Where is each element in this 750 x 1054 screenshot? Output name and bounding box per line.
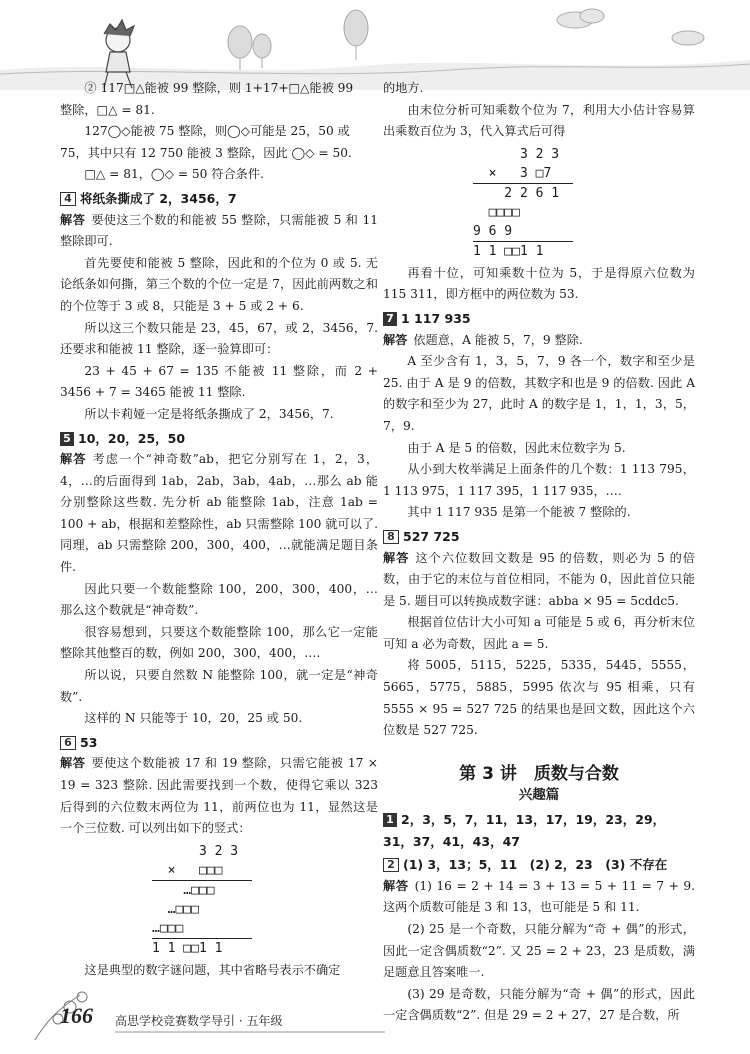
answer-text: 10，20，25，50 [78, 430, 186, 446]
text-line: 整除，□△ = 81. [60, 102, 155, 117]
answer-heading-s1 [383, 809, 695, 852]
text-line: ② 117□△能被 99 整除，则 1+17+□△能被 99 [84, 81, 354, 95]
answer-text: 将纸条撕成了 2，3456，7 [80, 190, 237, 206]
calc-row: 1 1 □□1 1 [152, 940, 223, 956]
paragraph: 根据首位估计大小可知 a 可能是 5 或 6，再分析末位可知 a 必为奇数，因此 a = 5. [383, 615, 695, 651]
solution-label: 解答 [383, 550, 410, 565]
lecture-title: 第 3 讲 质数与合数 [459, 763, 619, 784]
question-number: 6 [60, 736, 76, 750]
calc-row: × 3 □7 [473, 165, 552, 181]
paragraph: 依题意，A 能被 5，7，9 整除. [413, 332, 583, 347]
answer-text: 2，3，5，7，11，13，17，19，23，29，31，37，41，43，47 [383, 812, 666, 849]
calc-row: 3 2 3 [473, 146, 560, 162]
vertical-multiplication [473, 145, 695, 261]
paragraph: 这个六位数回文数是 95 的倍数，则必为 5 的倍数，由于它的末位与首位相同，不能为 0，因此首位只能是 5. 题目可以转换成数字谜：abba × 95 = 5cddc5. [383, 550, 695, 608]
paragraph: (3) 29 是奇数，只能分解为“奇 + 偶”的形式，因此一定含偶质数“2”. 但是 29 = 2 + 27，27 是合数，所 [383, 986, 695, 1023]
paragraph: 23 + 45 + 67 = 135 不能被 11 整除，而 2 + 3456 + 7 = 3465 能被 11 整除. [60, 363, 378, 400]
calc-row: …□□□ [152, 901, 199, 917]
paragraph: 由于 A 是 5 的倍数，因此末位数字为 5. [407, 440, 626, 455]
answer-heading-8 [383, 526, 695, 548]
paragraph: 所以说，只要自然数 N 能整除 100，就一定是“神奇数”. [60, 668, 378, 704]
page-number: 166 [60, 1003, 93, 1028]
solution-label: 解答 [383, 332, 408, 347]
solution-label: 解答 [60, 452, 87, 467]
paragraph: 所以这三个数只能是 23，45，67，或 2，3456，7. 还要求和能被 11 整除，逐一验算即可： [60, 320, 378, 357]
solution-label: 解答 [60, 756, 86, 771]
calc-row: 9 6 9 [473, 223, 513, 239]
paragraph: 考虑一个“神奇数”ab，把它分别写在 1，2，3，4，…的后面得到 1ab，2ab，3ab，4ab，…那么 ab 能分别整除这些数. 先分析 ab 能整除 1ab，注意 1ab = 100 + ab，根据和差整除性，ab 只需整除 100 就可以了. 同理，ab 只需整除 200，300，400，…就能满足题目条件. [60, 452, 379, 575]
calc-row: 1 1 □□1 1 [473, 243, 544, 259]
solution-label: 解答 [383, 878, 409, 893]
text-line: 75，其中只有 12 750 能被 3 整除，因此 ◯◇ = 50. [60, 145, 352, 160]
book-title: 高思学校竞赛数学导引 · 五年级 [115, 1014, 283, 1028]
right-column [383, 78, 695, 1027]
answer-heading-s2 [383, 854, 695, 876]
answer-heading-7 [383, 308, 695, 330]
paragraph: 所以卡莉娅一定是将纸条撕成了 2，3456，7. [84, 406, 334, 421]
paragraph: 其中 1 117 935 是第一个能被 7 整除的. [407, 505, 631, 520]
paragraph: 这是典型的数字谜问题，其中省略号表示不确定 [84, 962, 341, 977]
answer-heading-4 [60, 188, 378, 210]
calc-row: …□□□ [152, 920, 184, 936]
text-line: 的地方. [383, 81, 424, 95]
answer-text: 527 725 [403, 528, 460, 544]
calc-row: 2 2 6 1 [473, 185, 560, 201]
paragraph: 因此只要一个数能整除 100，200，300，400，… 那么这个数就是“神奇数”. [60, 581, 378, 618]
solution-label: 解答 [60, 212, 86, 227]
calc-row: × □□□ [152, 862, 223, 878]
paragraph: 再看十位，可知乘数十位为 5，于是得原六位数为 115 311，即方框中的两位数为 53. [383, 265, 695, 302]
calc-row: …□□□ [152, 882, 215, 898]
paragraph: 首先要使和能被 5 整除，因此和的个位为 0 或 5. 无论纸条如何撕，第三个数的个位一定是 7，因此前两数之和的个位等于 3 或 8，只能是 3 + 5 或 2 + 6. [60, 255, 378, 313]
paragraph: 这样的 N 只能等于 10，20，25 或 50. [84, 711, 303, 726]
paragraph: 由末位分析可知乘数个位为 7，利用大小估计容易算出乘数百位为 3，代入算式后可得 [383, 102, 695, 139]
answer-text: 53 [80, 734, 98, 750]
left-column [60, 78, 378, 981]
answer-heading-6 [60, 732, 378, 754]
paragraph: 要使这个数能被 17 和 19 整除，只需它能被 17 × 19 = 323 整除. 因此需要找到一个数，使得它乘以 323 后得到的六位数末两位为 11，前两位也为 11，显然这是一个三位数. 可以列出如下的竖式： [60, 756, 379, 836]
paragraph: A 至少含有 1，3，5，7，9 各一个，数字和至少是 25. 由于 A 是 9 的倍数，其数字和也是 9 的倍数. 因此 A 的数字和至少为 27，此时 A 的数字是 1，1，1，3，5，7，9. [383, 354, 695, 433]
cloud-icon [557, 9, 704, 45]
paragraph: (2) 25 是一个奇数，只能分解为“奇 + 偶”的形式，因此一定含偶质数“2”. 又 25 = 2 + 23，23 是质数，满足题意且答案唯一. [383, 922, 695, 980]
paragraph: (1) 16 = 2 + 14 = 3 + 13 = 5 + 11 = 7 + 9. 这两个质数可能是 3 和 13，也可能是 5 和 11. [383, 878, 695, 915]
question-number: 8 [383, 530, 399, 544]
answer-text: (1) 3，13；5，11 (2) 2，23 (3) 不存在 [403, 857, 668, 873]
text-line: □△ = 81，◯◇ = 50 符合条件. [84, 167, 264, 182]
question-number: 5 [60, 432, 74, 446]
text-line: 127◯◇能被 75 整除，则◯◇可能是 25，50 或 [84, 124, 350, 139]
paragraph: 从小到大枚举满足上面条件的几个数：1 113 795，1 113 975，1 117 395，1 117 935，…. [383, 462, 695, 498]
paragraph: 很容易想到，只要这个数能整除 100，那么它一定能整除其他整百的数，例如 200，300，400，…. [60, 624, 378, 661]
question-number: 1 [383, 813, 397, 827]
paragraph: 将 5005，5115，5225，5335，5445，5555，5665，5775，5885，5995 依次与 95 相乘，只有 5555 × 95 = 527 725 的结果也是回文数，因此这个六位数是 527 725. [383, 658, 695, 738]
vertical-multiplication [152, 842, 378, 958]
question-number: 2 [383, 858, 399, 872]
calc-row: □□□□ [473, 204, 520, 220]
answer-text: 1 117 935 [401, 310, 471, 326]
trees-icon [228, 10, 368, 70]
paragraph: 要使这三个数的和能被 55 整除，只需能被 5 和 11 整除即可. [60, 212, 379, 249]
section-title: 兴趣篇 [518, 787, 560, 804]
question-number: 7 [383, 312, 397, 326]
calc-row: 3 2 3 [152, 843, 239, 859]
question-number: 4 [60, 192, 76, 206]
answer-heading-5 [60, 428, 378, 450]
